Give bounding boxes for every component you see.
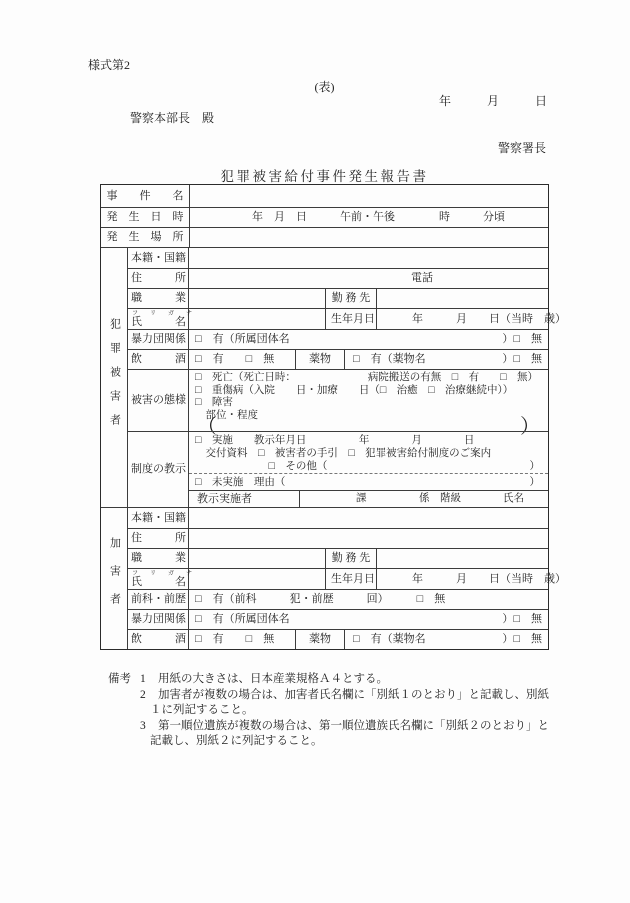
close-paren: ） [520,416,540,438]
victim-name-label: フ リ ガ ナ 氏 名 [128,309,189,329]
victim-drinking-row [128,349,548,369]
instruction-materials-checkboxes[interactable]: 交付資料 □ 被害者の手引 □ 犯罪被害給付制度のご案内 [195,448,492,459]
victim-domicile-row [128,248,548,268]
offender-drinking-label: 飲 酒 [128,630,189,649]
victim-section [101,247,566,507]
offender-section-label: 加害者 [101,508,128,649]
damage-disability-checkbox[interactable]: □ 障害 [195,397,233,408]
offender-occupation-row [128,548,548,568]
remark-item-continuation: 記載し、別紙２に列記すること。 [150,735,323,747]
damage-part-label: 部位・程度 [195,409,258,421]
instruction-notdone-close: ） [529,476,540,488]
victim-phone-label: 電話 [411,272,433,284]
damage-death-checkbox[interactable]: □ 死亡（死亡日時： [195,372,296,383]
victim-furigana-label: フ リ ガ ナ [132,310,196,317]
remark-item-continuation: １に列記すること。 [150,704,254,716]
occurrence-datetime-row [101,207,548,227]
victim-address-field[interactable] [189,269,548,288]
report-form-table [100,184,566,650]
case-name-label: 事 件 名 [101,185,190,207]
instruction-label: 制度の教示 [128,432,189,507]
offender-name-field[interactable] [189,569,326,589]
offender-name-row [128,568,566,589]
offender-gang-row [128,609,548,629]
victim-drug-no-checkbox[interactable]: ）□ 無 [502,353,542,365]
remark-item: 備考 1 用紙の大きさは、日本産業規格Ａ４とする。 [108,672,578,688]
victim-domicile-label: 本籍・国籍 [128,248,189,268]
offender-record-no-checkbox[interactable]: □ 無 [416,593,446,605]
offender-domicile-field[interactable] [189,508,548,528]
offender-drug-no-checkbox[interactable]: ）□ 無 [502,633,542,645]
occurrence-datetime-field[interactable]: 年 月 日 午前・午後 時 分頃 [252,211,505,223]
occurrence-place-row [101,227,548,247]
offender-workplace-label: 勤 務 先 [326,549,377,568]
victim-gang-label: 暴力団関係 [128,330,189,349]
case-name-row [101,185,548,207]
victim-name-row [128,308,566,329]
offender-drug-yes-checkbox[interactable]: □ 有（薬物名 [353,633,426,645]
damage-death-hospital-checkboxes[interactable]: 病院搬送の有無 □ 有 □ 無） [367,372,538,383]
offender-address-field[interactable] [189,529,548,548]
instructor-label: 教示実施者 [189,491,300,507]
offender-address-label: 住 所 [128,529,189,548]
form-number: 様式第2 [88,58,131,72]
remark-item: 3 第一順位遺族が複数の場合は、第一順位遺族氏名欄に「別紙２のとおり」と [140,719,549,732]
victim-name-field[interactable] [189,309,326,329]
victim-damage-row [128,369,548,438]
offender-domicile-row [128,508,548,528]
offender-record-yes-checkbox[interactable]: □ 有（前科 犯・前歴 回） [195,593,389,605]
offender-address-row [128,528,548,548]
victim-damage-label: 被害の態様 [128,370,189,431]
sender-police-station-chief: 警察署長 [497,141,546,155]
offender-drinking-checkboxes[interactable]: □ 有 □ 無 [189,630,296,649]
remarks [108,672,578,750]
document-title: 犯罪被害給付事件発生報告書 [220,169,429,184]
remarks-label: 備考 [108,673,131,685]
case-name-field[interactable] [190,185,548,207]
victim-gang-no-checkbox[interactable]: ）□ 無 [502,333,542,345]
victim-instruction-row [128,431,548,507]
offender-birthdate-label: 生年月日 [326,569,377,589]
victim-drinking-checkboxes[interactable]: □ 有 □ 無 [189,350,296,369]
occurrence-place-label: 発 生 場 所 [101,228,190,247]
victim-gang-row [128,329,548,349]
instruction-notdone-checkbox[interactable]: □ 未実施 理由（ [195,476,286,488]
offender-name-label: フ リ ガ ナ 氏 名 [128,569,189,589]
occurrence-place-field[interactable] [190,228,548,247]
offender-workplace-field[interactable] [377,549,548,568]
offender-furigana-label: フ リ ガ ナ [132,570,196,577]
offender-gang-yes-checkbox[interactable]: □ 有（所属団体名 [195,613,290,625]
victim-section-label: 犯罪被害者 [101,248,128,507]
damage-injury-checkbox[interactable]: □ 重傷病（入院 日・加療 日（□ 治癒 □ 治療継続中）） [195,384,514,396]
offender-birthdate-field[interactable]: 年 月 日（当時 歳） [412,572,566,585]
addressee-police-chief: 警察本部長 殿 [130,111,215,125]
victim-gang-yes-checkbox[interactable]: □ 有（所属団体名 [195,333,290,345]
open-paren: （ [197,416,217,438]
offender-domicile-label: 本籍・国籍 [128,508,189,528]
offender-record-row [128,589,548,609]
occurrence-datetime-label: 発 生 日 時 [101,208,190,227]
victim-birthdate-label: 生年月日 [326,309,377,329]
victim-drinking-label: 飲 酒 [128,350,189,369]
remark-item: 2 加害者が複数の場合は、加害者氏名欄に「別紙１のとおり」と記載し、別紙 [140,688,549,701]
victim-birthdate-field[interactable]: 年 月 日（当時 歳） [412,312,566,325]
offender-drinking-row [128,629,548,649]
victim-occupation-row [128,288,548,308]
victim-workplace-field[interactable] [377,289,548,308]
victim-drug-yes-checkbox[interactable]: □ 有（薬物名 [353,353,426,365]
victim-occupation-field[interactable] [189,289,326,308]
victim-address-row [128,268,548,288]
instruction-other-checkbox[interactable]: □ その他（ [195,461,328,472]
instruction-done-checkbox[interactable]: □ 実施 教示年月日 年 月 日 [195,435,475,446]
instructor-field[interactable]: 課 係 階級 氏名 [356,492,524,504]
victim-workplace-label: 勤 務 先 [326,289,377,308]
page-side-label: (表) [314,80,335,94]
instruction-other-close: ） [529,461,540,472]
offender-occupation-label: 職 業 [128,549,189,568]
victim-occupation-label: 職 業 [128,289,189,308]
offender-occupation-field[interactable] [189,549,326,568]
victim-address-label: 住 所 [128,269,189,288]
offender-drug-label: 薬物 [296,630,345,649]
offender-gang-no-checkbox[interactable]: ）□ 無 [502,613,542,625]
victim-drug-label: 薬物 [296,350,345,369]
offender-record-label: 前科・前歴 [128,590,189,609]
offender-section [101,507,566,649]
victim-domicile-field[interactable] [189,248,548,268]
header-date: 年 月 日 [438,94,547,108]
offender-gang-label: 暴力団関係 [128,610,189,629]
